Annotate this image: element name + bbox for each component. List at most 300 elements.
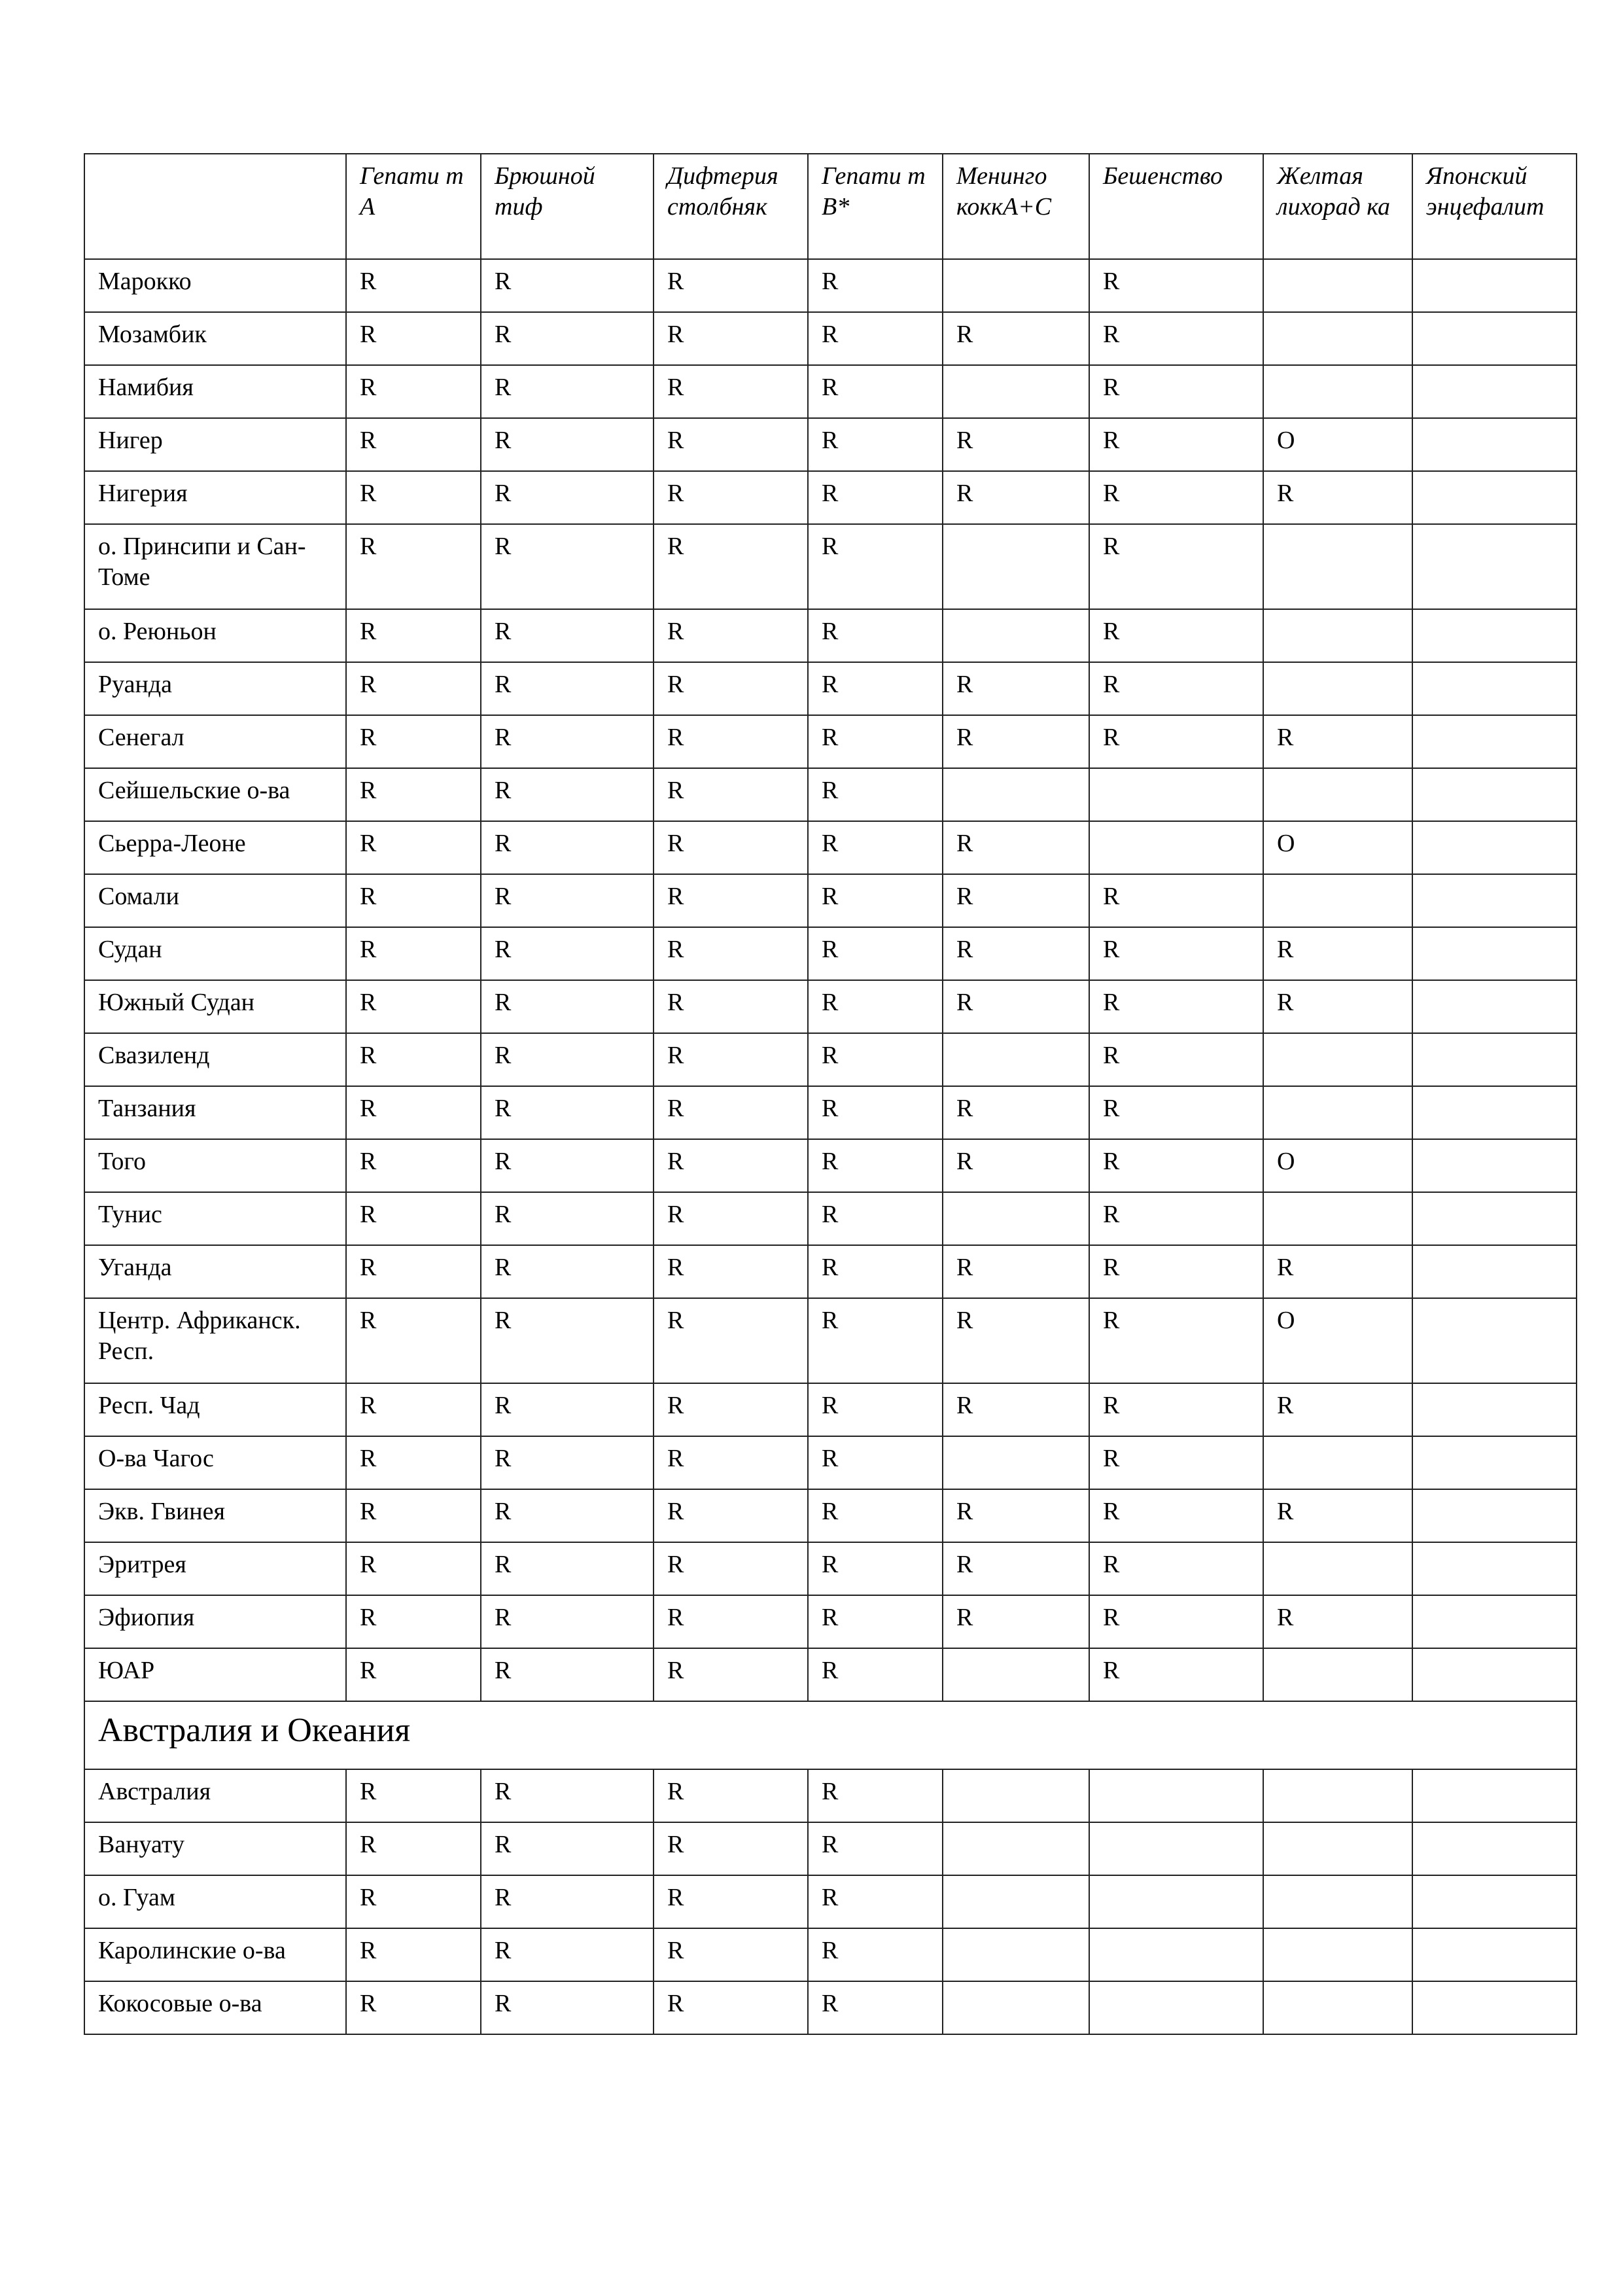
table-row (84, 1192, 1577, 1245)
vaccine-mark-cell (1412, 418, 1577, 471)
vaccine-mark-cell: R (1089, 927, 1263, 980)
vaccine-mark-cell (943, 1648, 1089, 1701)
vaccine-mark-cell: R (346, 1086, 481, 1139)
vaccine-mark-cell: R (481, 874, 654, 927)
vaccine-mark-cell: R (481, 609, 654, 662)
vaccine-mark-cell: R (943, 471, 1089, 524)
vaccine-mark-cell: R (808, 715, 943, 768)
country-cell: О-ва Чагос (84, 1436, 346, 1489)
vaccine-mark-cell (1263, 524, 1412, 609)
header-vaccine-cell: Гепати т А (346, 154, 481, 259)
vaccine-mark-cell: R (481, 1822, 654, 1875)
country-cell: Эритрея (84, 1542, 346, 1595)
vaccine-mark-cell: R (1089, 471, 1263, 524)
vaccine-mark-cell: R (346, 821, 481, 874)
vaccine-mark-cell: R (1089, 1383, 1263, 1436)
country-cell: Сейшельские о-ва (84, 768, 346, 821)
vaccine-mark-cell: R (808, 1192, 943, 1245)
vaccine-mark-cell (1412, 1648, 1577, 1701)
header-vaccine-cell: Менинго коккА+С (943, 154, 1089, 259)
vaccine-mark-cell: R (943, 418, 1089, 471)
vaccine-mark-cell (1412, 1086, 1577, 1139)
vaccine-mark-cell: R (1089, 1542, 1263, 1595)
vaccine-mark-cell: R (1089, 418, 1263, 471)
vaccine-mark-cell: R (481, 1245, 654, 1298)
vaccine-mark-cell: R (1089, 980, 1263, 1033)
vaccine-mark-cell: R (808, 1822, 943, 1875)
country-cell: Экв. Гвинея (84, 1489, 346, 1542)
table-row (84, 1981, 1577, 2034)
vaccine-mark-cell: R (346, 609, 481, 662)
vaccine-mark-cell: R (346, 1595, 481, 1648)
vaccine-mark-cell: R (654, 874, 808, 927)
vaccine-mark-cell (1263, 365, 1412, 418)
vaccine-mark-cell: R (943, 312, 1089, 365)
vaccine-mark-cell: R (346, 874, 481, 927)
vaccine-mark-cell: R (943, 1542, 1089, 1595)
vaccine-mark-cell: R (481, 1875, 654, 1928)
vaccination-table (84, 153, 1577, 2035)
table-body (84, 259, 1577, 2034)
vaccine-mark-cell (943, 1822, 1089, 1875)
header-vaccine-cell: Брюшной тиф (481, 154, 654, 259)
vaccine-mark-cell: R (481, 821, 654, 874)
header-row (84, 154, 1577, 259)
vaccine-mark-cell: R (346, 1542, 481, 1595)
table-row (84, 1489, 1577, 1542)
vaccine-mark-cell (943, 524, 1089, 609)
vaccine-mark-cell: R (346, 1192, 481, 1245)
table-row (84, 1928, 1577, 1981)
vaccine-mark-cell (943, 365, 1089, 418)
vaccine-mark-cell: R (654, 1542, 808, 1595)
vaccine-mark-cell (1263, 1192, 1412, 1245)
vaccine-mark-cell: R (654, 1822, 808, 1875)
vaccine-mark-cell (943, 1769, 1089, 1822)
vaccine-mark-cell: R (481, 1298, 654, 1383)
vaccine-mark-cell (943, 768, 1089, 821)
vaccine-mark-cell: R (1263, 927, 1412, 980)
vaccine-mark-cell (1263, 1033, 1412, 1086)
country-cell: Тунис (84, 1192, 346, 1245)
vaccine-mark-cell (1412, 768, 1577, 821)
vaccine-mark-cell (1412, 1436, 1577, 1489)
country-cell: Марокко (84, 259, 346, 312)
vaccine-mark-cell: R (654, 1139, 808, 1192)
vaccine-mark-cell: R (808, 662, 943, 715)
vaccine-mark-cell (1412, 1245, 1577, 1298)
vaccine-mark-cell (1263, 768, 1412, 821)
vaccine-mark-cell: R (481, 418, 654, 471)
vaccine-mark-cell: R (481, 1595, 654, 1648)
vaccine-mark-cell: R (943, 662, 1089, 715)
vaccine-mark-cell: R (943, 1086, 1089, 1139)
vaccine-mark-cell (1263, 312, 1412, 365)
table-row (84, 1648, 1577, 1701)
vaccine-mark-cell (1412, 874, 1577, 927)
vaccine-mark-cell (1263, 1648, 1412, 1701)
vaccine-mark-cell: R (1089, 1192, 1263, 1245)
country-cell: Южный Судан (84, 980, 346, 1033)
table-row (84, 1086, 1577, 1139)
table-row (84, 1542, 1577, 1595)
country-cell: Танзания (84, 1086, 346, 1139)
vaccine-mark-cell: O (1263, 418, 1412, 471)
vaccine-mark-cell: R (654, 312, 808, 365)
vaccine-mark-cell: R (808, 1383, 943, 1436)
vaccine-mark-cell: R (1089, 1595, 1263, 1648)
vaccine-mark-cell: R (1089, 874, 1263, 927)
country-cell: Судан (84, 927, 346, 980)
section-row (84, 1701, 1577, 1769)
table-row (84, 1298, 1577, 1383)
vaccine-mark-cell: R (481, 1383, 654, 1436)
vaccine-mark-cell: R (808, 1875, 943, 1928)
country-cell: Уганда (84, 1245, 346, 1298)
vaccine-mark-cell (1412, 1192, 1577, 1245)
table-row (84, 524, 1577, 609)
vaccine-mark-cell: R (654, 471, 808, 524)
vaccine-mark-cell (1412, 1298, 1577, 1383)
table-row (84, 980, 1577, 1033)
vaccine-mark-cell: R (654, 1436, 808, 1489)
vaccine-mark-cell (943, 609, 1089, 662)
country-cell: Респ. Чад (84, 1383, 346, 1436)
vaccine-mark-cell: R (808, 927, 943, 980)
country-cell: Того (84, 1139, 346, 1192)
vaccine-mark-cell: R (654, 1981, 808, 2034)
vaccine-mark-cell: R (1089, 1648, 1263, 1701)
vaccine-mark-cell: R (346, 927, 481, 980)
vaccine-mark-cell: R (808, 365, 943, 418)
country-cell: Руанда (84, 662, 346, 715)
vaccine-mark-cell: R (808, 1981, 943, 2034)
vaccine-mark-cell (1412, 471, 1577, 524)
vaccine-mark-cell: R (481, 471, 654, 524)
vaccine-mark-cell (1412, 1875, 1577, 1928)
vaccine-mark-cell: R (943, 874, 1089, 927)
vaccine-mark-cell: R (943, 1298, 1089, 1383)
vaccine-mark-cell: R (808, 1648, 943, 1701)
vaccine-mark-cell: R (481, 715, 654, 768)
table-row (84, 1245, 1577, 1298)
vaccine-mark-cell: R (481, 1489, 654, 1542)
vaccine-mark-cell (1412, 1822, 1577, 1875)
vaccine-mark-cell: R (1263, 980, 1412, 1033)
country-cell: о. Реюньон (84, 609, 346, 662)
vaccine-mark-cell: R (1263, 1489, 1412, 1542)
vaccine-mark-cell: R (1263, 1245, 1412, 1298)
vaccine-mark-cell (1263, 1822, 1412, 1875)
country-cell: Эфиопия (84, 1595, 346, 1648)
vaccine-mark-cell (1263, 1542, 1412, 1595)
table-row (84, 471, 1577, 524)
vaccine-mark-cell: R (1089, 1298, 1263, 1383)
header-country-cell (84, 154, 346, 259)
vaccine-mark-cell: R (943, 1139, 1089, 1192)
vaccine-mark-cell: R (654, 1928, 808, 1981)
vaccine-mark-cell: R (654, 980, 808, 1033)
vaccine-mark-cell: R (1263, 715, 1412, 768)
vaccine-mark-cell: R (654, 1086, 808, 1139)
vaccine-mark-cell: R (346, 365, 481, 418)
vaccine-mark-cell: R (346, 715, 481, 768)
vaccine-mark-cell: R (654, 259, 808, 312)
vaccine-mark-cell: R (1089, 662, 1263, 715)
vaccine-mark-cell: R (346, 1928, 481, 1981)
vaccine-mark-cell: R (1089, 365, 1263, 418)
vaccine-mark-cell: R (808, 1086, 943, 1139)
vaccine-mark-cell: R (346, 418, 481, 471)
vaccine-mark-cell: R (654, 1298, 808, 1383)
vaccine-mark-cell: R (346, 1875, 481, 1928)
vaccine-mark-cell: R (481, 1648, 654, 1701)
vaccine-mark-cell (943, 259, 1089, 312)
vaccine-mark-cell: R (346, 1033, 481, 1086)
table-row (84, 1383, 1577, 1436)
vaccine-mark-cell: R (346, 1648, 481, 1701)
country-cell: Намибия (84, 365, 346, 418)
vaccine-mark-cell: R (346, 1822, 481, 1875)
vaccine-mark-cell: R (654, 662, 808, 715)
vaccine-mark-cell (1089, 1769, 1263, 1822)
vaccine-mark-cell: R (943, 1489, 1089, 1542)
vaccine-mark-cell (1412, 1542, 1577, 1595)
vaccine-mark-cell: R (808, 821, 943, 874)
vaccine-mark-cell: R (808, 418, 943, 471)
vaccine-mark-cell (1412, 927, 1577, 980)
vaccine-mark-cell (943, 1033, 1089, 1086)
vaccine-mark-cell: R (808, 471, 943, 524)
vaccine-mark-cell (1412, 1981, 1577, 2034)
table-row (84, 1139, 1577, 1192)
vaccine-mark-cell (1412, 312, 1577, 365)
vaccine-mark-cell (1412, 1595, 1577, 1648)
vaccine-mark-cell: R (1089, 259, 1263, 312)
vaccine-mark-cell: R (808, 1436, 943, 1489)
vaccine-mark-cell: R (481, 312, 654, 365)
vaccine-mark-cell: R (481, 927, 654, 980)
vaccine-mark-cell: R (481, 980, 654, 1033)
vaccine-mark-cell (943, 1875, 1089, 1928)
table-row (84, 418, 1577, 471)
vaccine-mark-cell: R (808, 524, 943, 609)
vaccine-mark-cell (1412, 662, 1577, 715)
table-row (84, 312, 1577, 365)
vaccine-mark-cell: R (654, 365, 808, 418)
table-row (84, 1436, 1577, 1489)
vaccine-mark-cell: R (808, 1033, 943, 1086)
vaccine-mark-cell: R (481, 365, 654, 418)
table-row (84, 821, 1577, 874)
vaccine-mark-cell (1263, 1928, 1412, 1981)
vaccine-mark-cell: R (654, 609, 808, 662)
vaccine-mark-cell (1412, 1033, 1577, 1086)
header-vaccine-cell: Японский энцефалит (1412, 154, 1577, 259)
vaccine-mark-cell: R (808, 874, 943, 927)
vaccine-mark-cell: R (481, 1436, 654, 1489)
country-cell: Сомали (84, 874, 346, 927)
vaccine-mark-cell: R (654, 1595, 808, 1648)
vaccine-mark-cell: R (346, 1981, 481, 2034)
vaccine-mark-cell: R (808, 1298, 943, 1383)
country-cell: ЮАР (84, 1648, 346, 1701)
country-cell: о. Гуам (84, 1875, 346, 1928)
vaccine-mark-cell: R (1089, 715, 1263, 768)
vaccine-mark-cell: R (1263, 1383, 1412, 1436)
vaccine-mark-cell: R (654, 524, 808, 609)
vaccine-mark-cell (1412, 365, 1577, 418)
vaccine-mark-cell: R (481, 1981, 654, 2034)
vaccine-mark-cell: R (654, 1875, 808, 1928)
vaccine-mark-cell: R (808, 1769, 943, 1822)
vaccine-mark-cell (1089, 1928, 1263, 1981)
vaccine-mark-cell: R (943, 1595, 1089, 1648)
vaccine-mark-cell: R (808, 768, 943, 821)
vaccine-mark-cell: R (346, 1139, 481, 1192)
vaccine-mark-cell: R (346, 1769, 481, 1822)
vaccine-mark-cell (1089, 1822, 1263, 1875)
vaccine-mark-cell: R (481, 524, 654, 609)
vaccine-mark-cell: R (481, 768, 654, 821)
table-row (84, 365, 1577, 418)
vaccine-mark-cell: R (346, 1489, 481, 1542)
vaccine-mark-cell: R (808, 1595, 943, 1648)
vaccine-mark-cell: R (1089, 1489, 1263, 1542)
vaccine-mark-cell (1263, 609, 1412, 662)
header-vaccine-cell: Бешенство (1089, 154, 1263, 259)
vaccine-mark-cell (1412, 1383, 1577, 1436)
vaccine-mark-cell (1412, 259, 1577, 312)
table-row (84, 259, 1577, 312)
vaccine-mark-cell: R (346, 524, 481, 609)
country-cell: Каролинские о-ва (84, 1928, 346, 1981)
vaccine-mark-cell: R (808, 609, 943, 662)
vaccine-mark-cell: R (808, 1139, 943, 1192)
table-row (84, 927, 1577, 980)
country-cell: Сьерра-Леоне (84, 821, 346, 874)
vaccine-mark-cell: O (1263, 821, 1412, 874)
table-row (84, 1875, 1577, 1928)
country-cell: Австралия (84, 1769, 346, 1822)
vaccine-mark-cell: R (654, 821, 808, 874)
vaccine-mark-cell: O (1263, 1139, 1412, 1192)
vaccine-mark-cell: R (481, 662, 654, 715)
vaccine-mark-cell: R (654, 418, 808, 471)
vaccine-mark-cell: R (808, 1928, 943, 1981)
vaccine-mark-cell: R (654, 1245, 808, 1298)
vaccine-mark-cell (943, 1981, 1089, 2034)
vaccine-mark-cell (943, 1192, 1089, 1245)
vaccine-mark-cell: R (346, 1436, 481, 1489)
vaccine-mark-cell: R (346, 768, 481, 821)
vaccine-mark-cell: R (346, 1383, 481, 1436)
vaccine-mark-cell: R (481, 1086, 654, 1139)
vaccine-mark-cell (1412, 980, 1577, 1033)
country-cell: Нигер (84, 418, 346, 471)
vaccine-mark-cell (1089, 821, 1263, 874)
country-cell: Кокосовые о-ва (84, 1981, 346, 2034)
table-row (84, 768, 1577, 821)
vaccine-mark-cell (1412, 1769, 1577, 1822)
vaccine-mark-cell (943, 1436, 1089, 1489)
vaccine-mark-cell: R (346, 259, 481, 312)
vaccine-mark-cell (1089, 768, 1263, 821)
header-vaccine-cell: Дифтерия столбняк (654, 154, 808, 259)
country-cell: Нигерия (84, 471, 346, 524)
vaccine-mark-cell: R (481, 1192, 654, 1245)
vaccine-mark-cell: R (1263, 471, 1412, 524)
vaccine-mark-cell: R (481, 1928, 654, 1981)
vaccine-mark-cell: R (346, 662, 481, 715)
vaccine-mark-cell (1412, 1139, 1577, 1192)
vaccine-mark-cell: R (943, 715, 1089, 768)
vaccine-mark-cell: R (1089, 1086, 1263, 1139)
vaccine-mark-cell: R (1089, 524, 1263, 609)
vaccine-mark-cell: R (346, 980, 481, 1033)
vaccine-mark-cell: R (654, 768, 808, 821)
vaccine-mark-cell: R (1089, 1245, 1263, 1298)
table-row (84, 874, 1577, 927)
vaccine-mark-cell: R (1089, 1033, 1263, 1086)
vaccine-mark-cell: R (481, 1139, 654, 1192)
country-cell: Вануату (84, 1822, 346, 1875)
vaccine-mark-cell: R (346, 1245, 481, 1298)
vaccine-mark-cell: R (943, 980, 1089, 1033)
table-row (84, 1595, 1577, 1648)
section-title: Австралия и Океания (84, 1701, 1577, 1769)
country-cell: о. Принсипи и Сан-Томе (84, 524, 346, 609)
vaccine-mark-cell: R (654, 1192, 808, 1245)
table-row (84, 1769, 1577, 1822)
vaccine-mark-cell (1263, 874, 1412, 927)
country-cell: Свазиленд (84, 1033, 346, 1086)
vaccine-mark-cell: R (1089, 312, 1263, 365)
vaccine-mark-cell (1263, 1875, 1412, 1928)
vaccine-mark-cell (943, 1928, 1089, 1981)
vaccine-mark-cell (1412, 524, 1577, 609)
vaccine-mark-cell: O (1263, 1298, 1412, 1383)
table-row (84, 1822, 1577, 1875)
vaccine-mark-cell (1412, 1489, 1577, 1542)
vaccine-mark-cell (1412, 715, 1577, 768)
vaccine-mark-cell: R (1263, 1595, 1412, 1648)
vaccine-mark-cell (1412, 821, 1577, 874)
vaccine-mark-cell (1089, 1981, 1263, 2034)
vaccine-mark-cell (1263, 662, 1412, 715)
vaccine-mark-cell: R (808, 259, 943, 312)
vaccine-mark-cell: R (808, 1542, 943, 1595)
table-row (84, 1033, 1577, 1086)
header-vaccine-cell: Желтая лихорад ка (1263, 154, 1412, 259)
vaccine-mark-cell: R (943, 927, 1089, 980)
vaccine-mark-cell: R (481, 1769, 654, 1822)
vaccine-mark-cell: R (654, 1383, 808, 1436)
country-cell: Мозамбик (84, 312, 346, 365)
vaccine-mark-cell: R (346, 312, 481, 365)
vaccine-mark-cell: R (654, 715, 808, 768)
vaccine-mark-cell: R (654, 1648, 808, 1701)
table-row (84, 609, 1577, 662)
vaccine-mark-cell: R (481, 259, 654, 312)
vaccine-mark-cell: R (1089, 1436, 1263, 1489)
vaccine-mark-cell (1263, 259, 1412, 312)
vaccine-mark-cell: R (1089, 1139, 1263, 1192)
vaccine-mark-cell: R (808, 980, 943, 1033)
vaccine-mark-cell (1412, 1928, 1577, 1981)
vaccine-mark-cell: R (1089, 609, 1263, 662)
table-row (84, 662, 1577, 715)
